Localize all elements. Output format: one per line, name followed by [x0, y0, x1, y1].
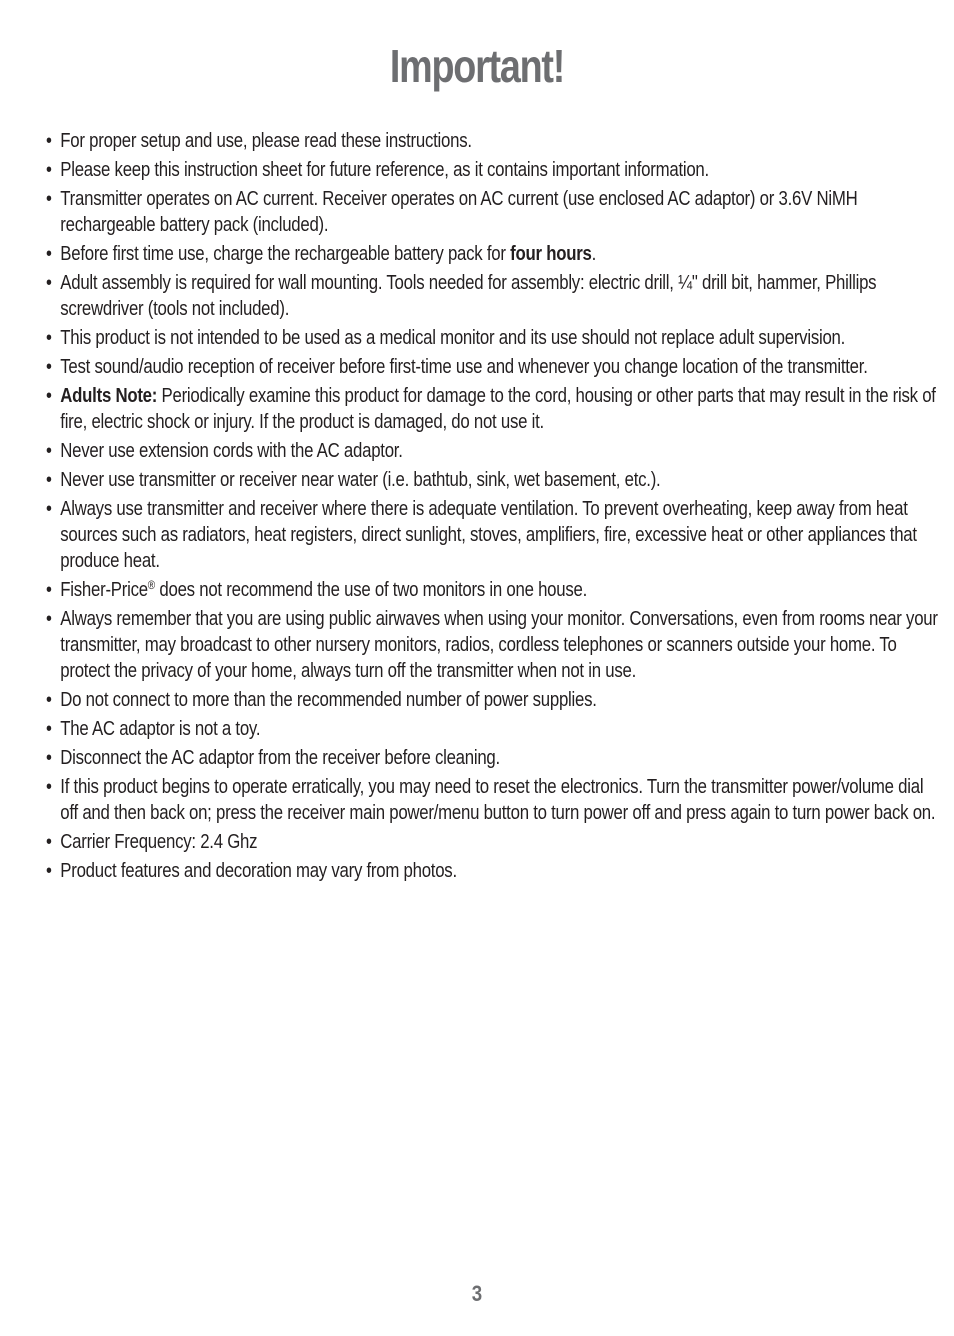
page-number: 3	[471, 1281, 483, 1306]
list-item: • Carrier Frequency: 2.4 Ghz	[46, 829, 938, 855]
list-item: • Always remember that you are using public airwaves when using your monitor. Conversations, even from rooms near your transmitter, may broadcast to other nursery monitors, radios, cordless telephones or scanners outside your home. To protect the privacy of your home, always turn off the transmitter when not in use.	[46, 606, 938, 684]
list-item: • Do not connect to more than the recommended number of power supplies.	[46, 687, 938, 713]
list-item: • Always use transmitter and receiver where there is adequate ventilation. To prevent overheating, keep away from heat sources such as radiators, heat registers, direct sunlight, stoves, amplifiers, fire, excessive heat or other appliances that produce heat.	[46, 496, 938, 574]
list-item: • Adult assembly is required for wall mounting. Tools needed for assembly: electric drill, ¼" drill bit, hammer, Phillips screwdriver (tools not included).	[46, 270, 938, 322]
page-title: Important!	[389, 40, 565, 92]
list-item: • Never use transmitter or receiver near water (i.e. bathtub, sink, wet basement, etc.).	[46, 467, 938, 493]
list-item: • Transmitter operates on AC current. Receiver operates on AC current (use enclosed AC adaptor) or 3.6V NiMH rechargeable battery pack (included).	[46, 186, 938, 238]
list-item: • If this product begins to operate erratically, you may need to reset the electronics. Turn the transmitter power/volume dial off and then back on; press the receiver main power/menu button to turn power off and press again to turn power back on.	[46, 774, 938, 826]
list-item: • Product features and decoration may vary from photos.	[46, 858, 938, 884]
list-item: • Disconnect the AC adaptor from the receiver before cleaning.	[46, 745, 938, 771]
list-item: • This product is not intended to be used as a medical monitor and its use should not replace adult supervision.	[46, 325, 938, 351]
list-item: • Please keep this instruction sheet for future reference, as it contains important information.	[46, 157, 938, 183]
list-item: • Fisher-Price® does not recommend the use of two monitors in one house.	[46, 577, 938, 603]
emphasis-text: four hours	[510, 243, 592, 265]
list-item: • Test sound/audio reception of receiver before first-time use and whenever you change location of the transmitter.	[46, 354, 938, 380]
list-item: • The AC adaptor is not a toy.	[46, 716, 938, 742]
registered-mark: ®	[147, 578, 155, 592]
instruction-list	[46, 128, 938, 887]
emphasis-text: Adults Note:	[60, 385, 158, 407]
list-item: • For proper setup and use, please read these instructions.	[46, 128, 938, 154]
list-item: • Never use extension cords with the AC adaptor.	[46, 438, 938, 464]
list-item: • Adults Note: Periodically examine this product for damage to the cord, housing or other parts that may result in the risk of fire, electric shock or injury. If the product is damaged, do not use it.	[46, 383, 938, 435]
list-item: • Before first time use, charge the rechargeable battery pack for four hours.	[46, 241, 938, 267]
